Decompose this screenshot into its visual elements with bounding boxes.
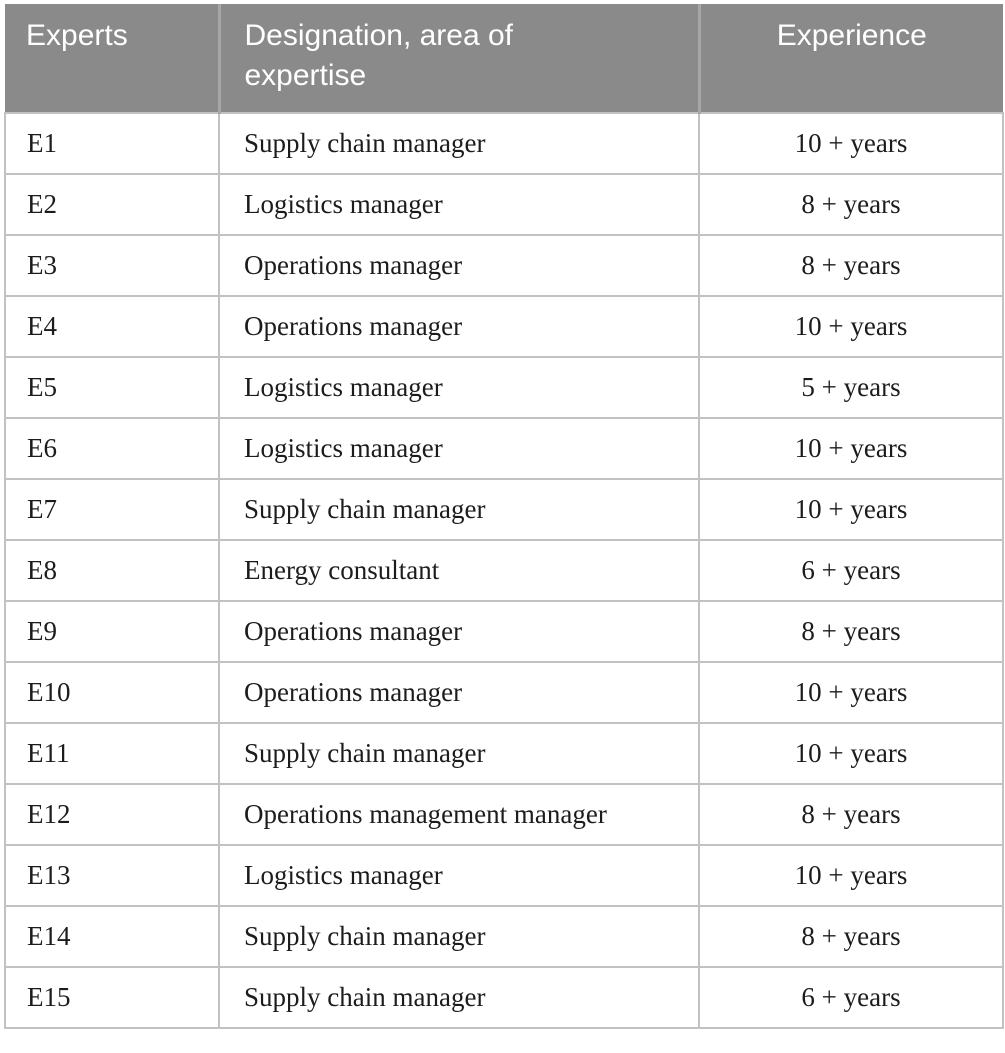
table-row <box>5 113 1003 174</box>
table-row <box>5 967 1003 1028</box>
expert-cell: E15 <box>5 967 219 1028</box>
expert-cell: E11 <box>5 723 219 784</box>
designation-cell: Operations manager <box>219 662 699 723</box>
experience-cell: 10 + years <box>699 113 1003 174</box>
designation-cell: Operations manager <box>219 601 699 662</box>
expert-cell: E10 <box>5 662 219 723</box>
expert-cell: E5 <box>5 357 219 418</box>
expert-cell: E3 <box>5 235 219 296</box>
designation-cell: Supply chain manager <box>219 479 699 540</box>
expert-cell: E9 <box>5 601 219 662</box>
designation-cell: Operations manager <box>219 235 699 296</box>
experts-table <box>4 4 1004 1029</box>
experience-cell: 10 + years <box>699 845 1003 906</box>
expert-cell: E7 <box>5 479 219 540</box>
table-row <box>5 601 1003 662</box>
expert-cell: E2 <box>5 174 219 235</box>
experience-cell: 8 + years <box>699 601 1003 662</box>
expert-cell: E14 <box>5 906 219 967</box>
table-row <box>5 479 1003 540</box>
designation-cell: Supply chain manager <box>219 906 699 967</box>
designation-cell: Supply chain manager <box>219 723 699 784</box>
designation-cell: Logistics manager <box>219 845 699 906</box>
experience-cell: 8 + years <box>699 906 1003 967</box>
designation-cell: Supply chain manager <box>219 113 699 174</box>
table-row <box>5 784 1003 845</box>
designation-cell: Operations management manager <box>219 784 699 845</box>
experience-cell: 8 + years <box>699 235 1003 296</box>
expert-cell: E12 <box>5 784 219 845</box>
header-designation <box>219 4 699 113</box>
table-row <box>5 174 1003 235</box>
experience-cell: 8 + years <box>699 174 1003 235</box>
table-row <box>5 723 1003 784</box>
table-row <box>5 540 1003 601</box>
experience-cell: 10 + years <box>699 723 1003 784</box>
experience-cell: 5 + years <box>699 357 1003 418</box>
experience-cell: 10 + years <box>699 662 1003 723</box>
designation-cell: Logistics manager <box>219 418 699 479</box>
table-row <box>5 296 1003 357</box>
expert-cell: E6 <box>5 418 219 479</box>
experience-cell: 10 + years <box>699 418 1003 479</box>
designation-cell: Supply chain manager <box>219 967 699 1028</box>
header-experience <box>699 4 1003 113</box>
table-row <box>5 906 1003 967</box>
header-experts <box>5 4 219 113</box>
experience-cell: 10 + years <box>699 296 1003 357</box>
experience-cell: 6 + years <box>699 967 1003 1028</box>
experience-cell: 6 + years <box>699 540 1003 601</box>
expert-cell: E8 <box>5 540 219 601</box>
designation-cell: Energy consultant <box>219 540 699 601</box>
table-row <box>5 357 1003 418</box>
table-row <box>5 845 1003 906</box>
table-body <box>5 113 1003 1028</box>
designation-cell: Logistics manager <box>219 174 699 235</box>
designation-cell: Logistics manager <box>219 357 699 418</box>
designation-cell: Operations manager <box>219 296 699 357</box>
table-row <box>5 662 1003 723</box>
table-header <box>5 4 1003 113</box>
table-row <box>5 235 1003 296</box>
table-row <box>5 418 1003 479</box>
expert-cell: E4 <box>5 296 219 357</box>
experience-cell: 8 + years <box>699 784 1003 845</box>
experience-cell: 10 + years <box>699 479 1003 540</box>
header-experts-label: Experts <box>26 19 128 52</box>
expert-cell: E13 <box>5 845 219 906</box>
header-row <box>5 4 1003 113</box>
expert-cell: E1 <box>5 113 219 174</box>
header-experience-label: Experience <box>776 19 927 52</box>
header-designation-label: Designation, area of expertise <box>244 19 514 92</box>
